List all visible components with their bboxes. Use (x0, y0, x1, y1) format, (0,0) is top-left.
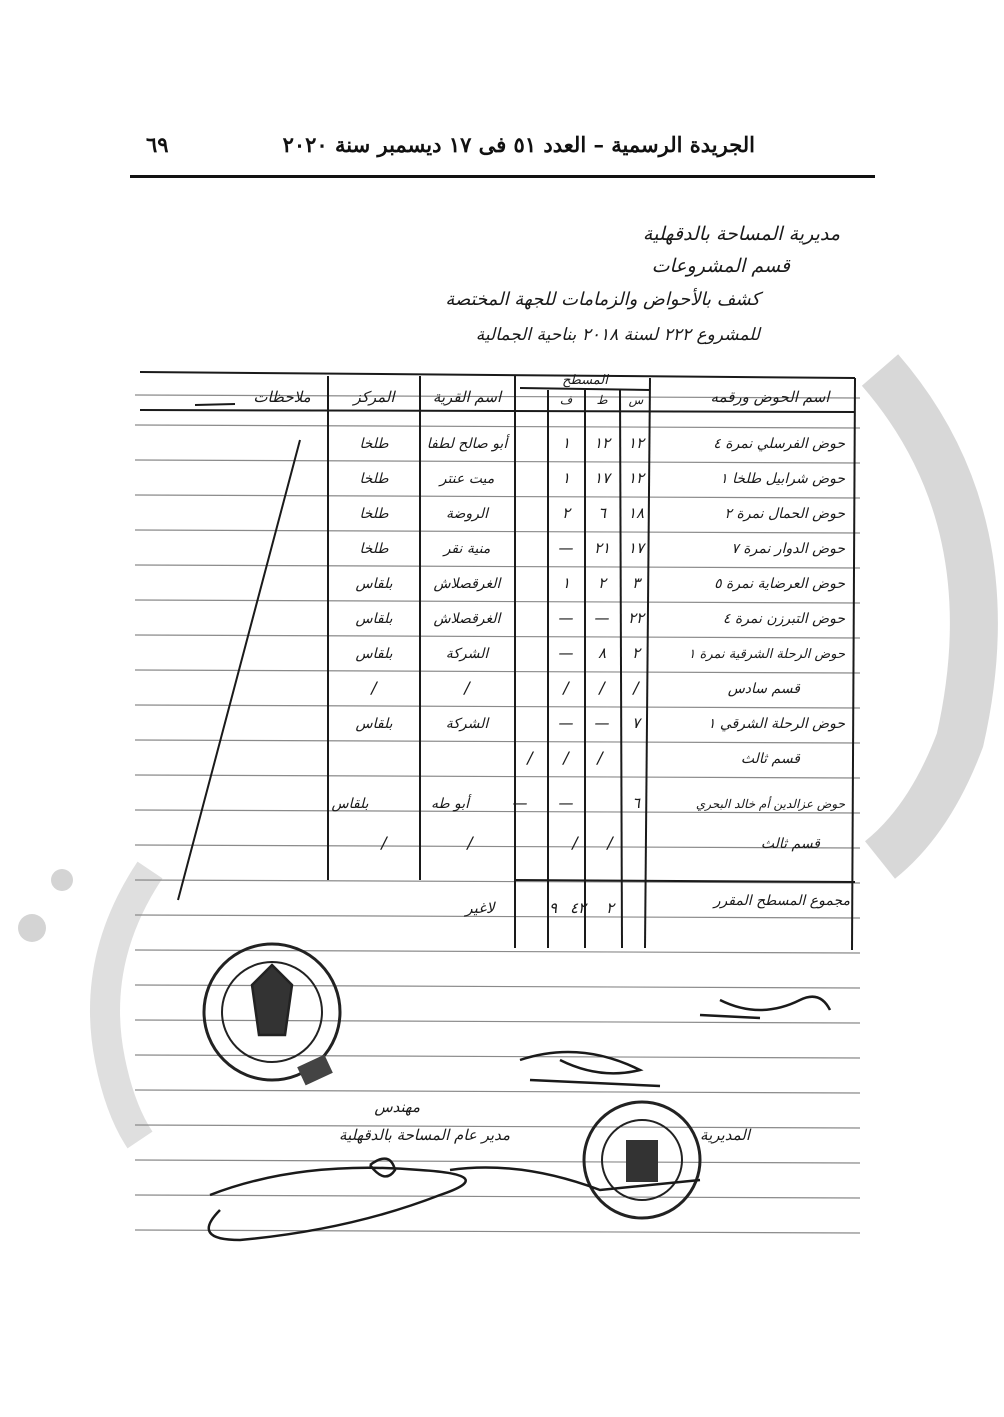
col-village: اسم القرية (432, 388, 502, 406)
total-t: ٤٢ (569, 899, 587, 917)
svg-text:حوض الرحلة الشرقية نمرة ١: حوض الرحلة الشرقية نمرة ١ (688, 647, 845, 662)
svg-text:—: — (558, 609, 574, 627)
table-row (359, 469, 845, 487)
svg-text:/: / (599, 678, 605, 697)
svg-text:بلقاس: بلقاس (355, 576, 393, 592)
svg-text:منية نقر: منية نقر (443, 541, 491, 557)
svg-text:—: — (558, 539, 574, 557)
svg-text:طلخا: طلخا (359, 471, 389, 487)
table-row (356, 714, 846, 732)
svg-text:/: / (607, 833, 613, 852)
total-f: ٩ (548, 899, 558, 917)
svg-text:/: / (464, 678, 470, 697)
svg-text:أبو طه: أبو طه (430, 796, 470, 812)
svg-text:حوض الدوار نمرة ٧: حوض الدوار نمرة ٧ (731, 541, 845, 557)
svg-text:١: ١ (561, 434, 571, 452)
page-number: ٦٩ (146, 132, 169, 157)
signature-text (339, 1098, 752, 1144)
svg-text:مدير عام المساحة بالدقهلية: مدير عام المساحة بالدقهلية (339, 1126, 510, 1144)
table-body (332, 434, 851, 917)
svg-text:الروضة: الروضة (445, 506, 489, 522)
svg-text:قسم سادس: قسم سادس (727, 681, 800, 697)
table-row (359, 539, 845, 557)
svg-text:/: / (527, 748, 533, 767)
svg-text:حوض شرابيل طلخا ١: حوض شرابيل طلخا ١ (720, 471, 845, 487)
table-row (525, 748, 801, 767)
svg-text:حوض الرحلة الشرقي ١: حوض الرحلة الشرقي ١ (707, 716, 845, 732)
heading-line-4: للمشروع ٢٢٢ لسنة ٢٠١٨ بناحية الجمالية (475, 325, 760, 345)
svg-text:حوض التبرزن نمرة ٤: حوض التبرزن نمرة ٤ (722, 611, 845, 627)
total-words: لاغير (465, 899, 495, 917)
svg-text:١٢: ١٢ (627, 469, 645, 487)
svg-text:قسم ثالث: قسم ثالث (760, 836, 820, 852)
svg-text:—: — (558, 714, 574, 732)
svg-text:/: / (572, 833, 578, 852)
svg-text:٦: ٦ (597, 504, 607, 522)
svg-text:بلقاس: بلقاس (355, 716, 393, 732)
svg-text:/: / (563, 748, 569, 767)
svg-text:١٨: ١٨ (627, 504, 645, 522)
col-area-s: س (628, 393, 644, 407)
svg-text:أبو صالح لطفا: أبو صالح لطفا (426, 436, 508, 452)
svg-text:/: / (563, 678, 569, 697)
table-row (359, 504, 845, 522)
signatures (209, 997, 830, 1240)
svg-text:١٢: ١٢ (627, 434, 645, 452)
svg-text:١٧: ١٧ (627, 539, 645, 557)
svg-text:/: / (381, 833, 387, 852)
col-notes: ملاحظات (253, 388, 311, 406)
svg-text:٢٢: ٢٢ (627, 609, 645, 627)
svg-text:بلقاس: بلقاس (355, 646, 393, 662)
table-header (195, 373, 831, 407)
svg-text:—: — (594, 609, 610, 627)
col-basin: اسم الحوض ورقمه (710, 388, 830, 406)
heading-line-1: مديرية المساحة بالدقهلية (642, 223, 840, 245)
svg-text:حوض الفرسلي نمرة ٤: حوض الفرسلي نمرة ٤ (713, 436, 845, 452)
total-label: مجموع المسطح المقرر (713, 893, 850, 909)
svg-text:٨: ٨ (597, 644, 607, 662)
heading-line-2: قسم المشروعات (651, 255, 790, 277)
svg-text:الشركة: الشركة (445, 716, 489, 732)
table-row (356, 644, 846, 662)
heading-line-3: كشف بالأحواض والزمامات للجهة المختصة (445, 289, 760, 310)
svg-text:بلقاس: بلقاس (355, 611, 393, 627)
svg-text:١٢: ١٢ (593, 434, 611, 452)
svg-text:/: / (597, 748, 603, 767)
table-row (359, 434, 845, 452)
col-area: المسطح (562, 373, 608, 388)
svg-text:٢: ٢ (631, 644, 641, 662)
official-stamp (204, 944, 340, 1085)
totals-row (463, 893, 850, 917)
svg-text:الغرقصلاش: الغرقصلاش (433, 576, 501, 592)
svg-text:٢: ٢ (597, 574, 607, 592)
svg-text:/: / (371, 678, 377, 697)
total-s: ٢ (605, 899, 615, 917)
col-area-t: ط (596, 393, 608, 407)
svg-text:—: — (558, 644, 574, 662)
svg-text:حوض الحمال نمرة ٢: حوض الحمال نمرة ٢ (724, 506, 845, 522)
svg-text:—: — (512, 794, 528, 812)
svg-text:قسم ثالث: قسم ثالث (740, 751, 800, 767)
svg-text:طلخا: طلخا (359, 436, 389, 452)
table-row (356, 574, 846, 592)
svg-text:طلخا: طلخا (359, 506, 389, 522)
svg-text:/: / (633, 678, 639, 697)
handwritten-heading (445, 223, 840, 345)
svg-text:طلخا: طلخا (359, 541, 389, 557)
svg-text:المديرية: المديرية (700, 1126, 750, 1144)
svg-text:٢: ٢ (561, 504, 571, 522)
gazette-title: الجريدة الرسمية – العدد ٥١ فى ١٧ ديسمبر سنة ٢٠٢٠ (282, 132, 755, 157)
table-row (379, 833, 821, 852)
svg-text:ميت عنتر: ميت عنتر (439, 471, 495, 487)
svg-text:حوض العرضاية نمرة ٥: حوض العرضاية نمرة ٥ (714, 576, 845, 592)
svg-text:الغرقصلاش: الغرقصلاش (433, 611, 501, 627)
svg-text:٣: ٣ (631, 574, 641, 592)
svg-text:٦: ٦ (631, 794, 641, 812)
svg-text:٢١: ٢١ (593, 539, 611, 557)
table-row (332, 794, 846, 812)
col-markaz: المركز (353, 388, 395, 406)
svg-text:١: ١ (561, 469, 571, 487)
svg-text:مهندس: مهندس (374, 1098, 420, 1116)
svg-text:بلقاس: بلقاس (331, 796, 369, 812)
col-area-f: ف (559, 393, 573, 407)
svg-text:١: ١ (561, 574, 571, 592)
svg-text:الشركة: الشركة (445, 646, 489, 662)
svg-text:—: — (594, 714, 610, 732)
svg-text:٧: ٧ (631, 714, 641, 732)
svg-text:—: — (558, 794, 574, 812)
official-stamp (584, 1102, 700, 1218)
svg-text:/: / (467, 833, 473, 852)
svg-text:١٧: ١٧ (593, 469, 611, 487)
svg-text:حوض عزالدين أم خالد البحري: حوض عزالدين أم خالد البحري (695, 797, 845, 811)
table-row (356, 609, 846, 627)
